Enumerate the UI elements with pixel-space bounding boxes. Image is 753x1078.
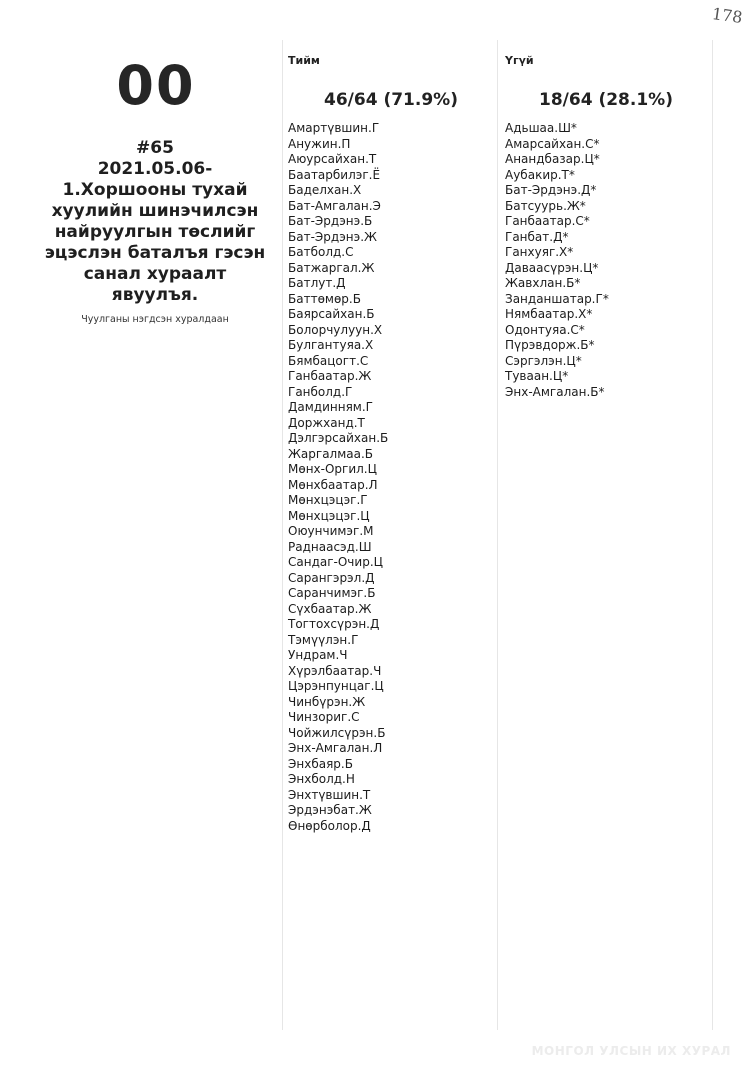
member-name: Бат-Амгалан.Э: [288, 198, 381, 213]
member-name: Ганболд.Г: [288, 384, 353, 399]
member-name: Эрдэнэбат.Ж: [288, 803, 372, 817]
member-name: Занданшатар.Г*: [505, 291, 609, 306]
member-name: Энх-Амгалан.Б*: [505, 384, 605, 399]
member-name: Раднаасэд.Ш: [288, 539, 372, 554]
member-name: Жавхлан.Б*: [505, 276, 581, 290]
member-name: Ундрам.Ч: [288, 648, 348, 662]
member-name: Доржханд.Т: [288, 415, 365, 430]
member-name: Пүрэвдорж.Б*: [505, 338, 595, 352]
yes-label: Тийм: [288, 54, 320, 67]
member-name: Жаргалмаа.Б: [288, 446, 374, 461]
member-name: Дамдинням.Г: [288, 400, 373, 414]
member-name: Энхбаяр.Б: [288, 756, 353, 771]
member-name: Тэмүүлэн.Г: [288, 632, 359, 647]
member-name: Батсуурь.Ж*: [505, 198, 586, 213]
member-name: Мөнх-Оргил.Ц: [288, 462, 377, 476]
column-divider-left: [282, 40, 283, 1030]
member-name: Энхболд.Н: [288, 772, 355, 786]
no-label: Үгүй: [505, 54, 534, 67]
member-name: Саранчимэг.Б: [288, 586, 376, 600]
no-column: [505, 54, 710, 400]
member-name: Баттөмөр.Б: [288, 291, 361, 306]
member-name: Чинбүрэн.Ж: [288, 694, 366, 709]
member-name: Баделхан.Х: [288, 183, 362, 197]
member-name: Ганбаатар.С*: [505, 214, 590, 228]
member-name: Нямбаатар.Х*: [505, 307, 593, 321]
member-name: Аубакир.Т*: [505, 167, 575, 182]
member-name: Батлут.Д: [288, 276, 346, 290]
member-name: Туваан.Ц*: [505, 369, 569, 383]
column-divider-right: [712, 40, 713, 1030]
member-name: Анандбазар.Ц*: [505, 152, 600, 166]
member-name: Бат-Эрдэнэ.Ж: [288, 229, 377, 244]
member-name: Амарсайхан.С*: [505, 136, 600, 151]
member-name: Ганхуяг.Х*: [505, 245, 574, 259]
handwritten-page-number: 178: [710, 3, 744, 28]
member-name: Сарангэрэл.Д: [288, 570, 375, 585]
member-name: Даваасүрэн.Ц*: [505, 260, 599, 275]
motion-title: 2021.05.06-1.Хоршооны тухай хуулийн шинэчилсэн найруулгын төслийг эцэслэн баталъя гэсэн санал хураалт явуулъя.: [44, 159, 266, 305]
member-name: Сэргэлэн.Ц*: [505, 353, 582, 368]
column-divider-middle: [497, 40, 498, 1030]
member-name: Мөнхцэцэг.Ц: [288, 508, 370, 523]
member-name: Энх-Амгалан.Л: [288, 741, 383, 755]
member-name: Аюурсайхан.Т: [288, 152, 377, 166]
member-name: Тогтохсүрэн.Д: [288, 617, 380, 631]
member-name: Болорчулуун.Х: [288, 322, 383, 337]
yes-count: 46/64 (71.9%): [324, 90, 458, 110]
member-name: Мөнхбаатар.Л: [288, 477, 378, 492]
member-name: Чинзориг.С: [288, 710, 360, 724]
member-name: Булгантуяа.Х: [288, 338, 374, 352]
member-name: Оюунчимэг.М: [288, 524, 374, 538]
member-name: Мөнхцэцэг.Г: [288, 493, 368, 507]
member-name: Бат-Эрдэнэ.Б: [288, 214, 373, 228]
motion-panel: [40, 54, 270, 325]
member-name: Ганбат.Д*: [505, 229, 569, 244]
no-names-list: [505, 121, 710, 400]
member-name: Цэрэнпунцаг.Ц: [288, 679, 384, 693]
session-name: Чуулганы нэгдсэн хуралдаан: [81, 314, 229, 325]
member-name: Батжаргал.Ж: [288, 260, 375, 275]
parliament-watermark: МОНГОЛ УЛСЫН ИХ ХУРАЛ: [531, 1044, 731, 1058]
member-name: Чойжилсүрэн.Б: [288, 725, 386, 740]
member-name: Амартүвшин.Г: [288, 121, 380, 135]
vote-number: #65: [136, 138, 174, 158]
yes-names-list: [288, 121, 493, 834]
member-name: Энхтүвшин.Т: [288, 787, 371, 802]
yes-column: [288, 54, 493, 834]
member-name: Ганбаатар.Ж: [288, 369, 372, 383]
member-name: Адьшаа.Ш*: [505, 121, 577, 135]
member-name: Бат-Эрдэнэ.Д*: [505, 183, 597, 197]
member-name: Батболд.С: [288, 245, 354, 259]
member-name: Сандаг-Очир.Ц: [288, 555, 383, 569]
result-code: 00: [116, 54, 196, 117]
member-name: Сүхбаатар.Ж: [288, 601, 372, 616]
member-name: Одонтуяа.С*: [505, 322, 585, 337]
member-name: Хүрэлбаатар.Ч: [288, 663, 382, 678]
member-name: Өнөрболор.Д: [288, 818, 371, 833]
member-name: Бямбацогт.С: [288, 353, 369, 368]
member-name: Анужин.П: [288, 136, 351, 151]
no-count: 18/64 (28.1%): [539, 90, 673, 110]
member-name: Баатарбилэг.Ё: [288, 167, 381, 182]
member-name: Баярсайхан.Б: [288, 307, 375, 321]
member-name: Дэлгэрсайхан.Б: [288, 431, 389, 445]
